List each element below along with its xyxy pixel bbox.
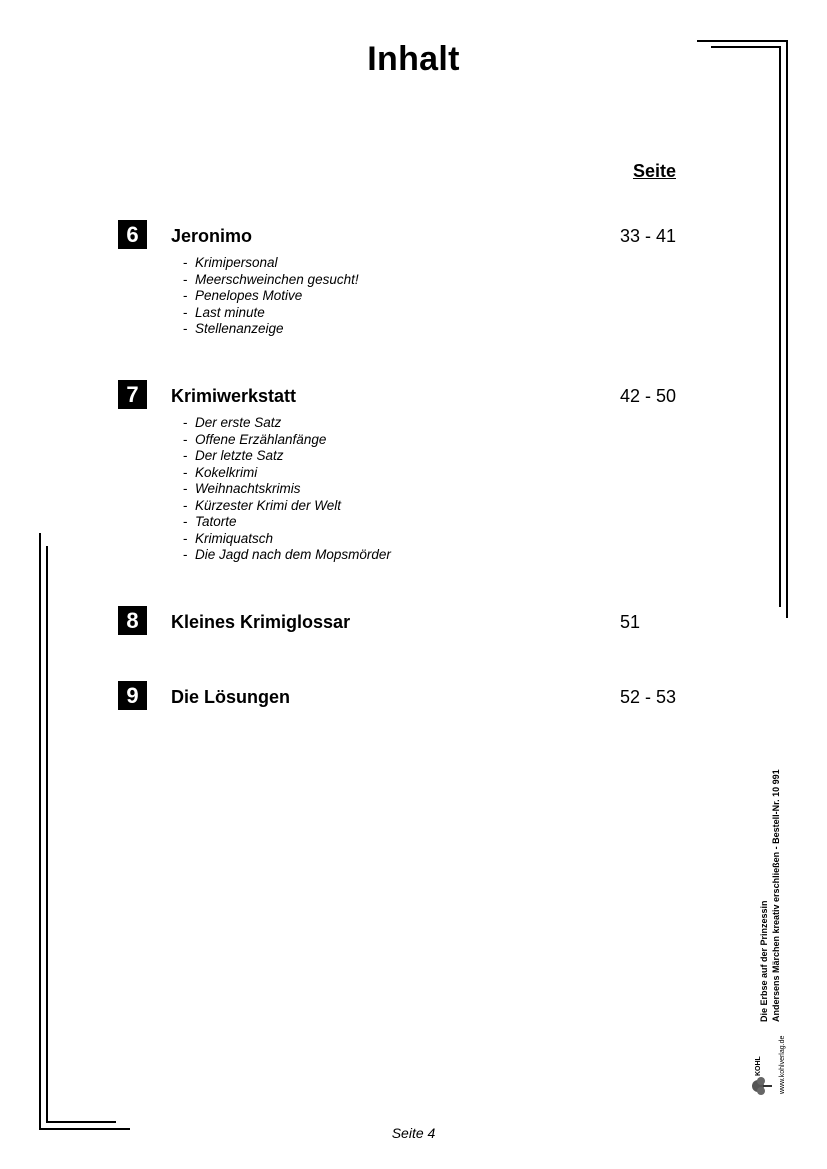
- list-item: - Krimipersonal: [183, 255, 359, 272]
- page-number-footer: Seite 4: [391, 1125, 436, 1141]
- list-item: - Penelopes Motive: [183, 288, 359, 305]
- list-item: - Kokelkrimi: [183, 465, 391, 482]
- publisher-logo: [745, 1036, 793, 1096]
- section-subitems: [183, 415, 391, 564]
- frame-right-vertical-inner: [779, 46, 781, 607]
- section-number-badge: 7: [118, 380, 147, 409]
- section-subitems: [183, 255, 359, 338]
- book-subtitle-order-number: Andersens Märchen kreativ erschließen - Bestell-Nr. 10 991: [771, 769, 781, 1022]
- publisher-name: KOHL: [755, 1056, 762, 1076]
- section-number-badge: 8: [118, 606, 147, 635]
- page-column-header: Seite: [632, 161, 676, 181]
- publisher-url: www.kohlverlag.de: [779, 1035, 786, 1094]
- frame-right-vertical-outer: [786, 40, 788, 618]
- list-item: - Kürzester Krimi der Welt: [183, 498, 391, 515]
- section-page-range: 51: [620, 612, 641, 632]
- list-item: - Weihnachtskrimis: [183, 481, 391, 498]
- section-title: Kleines Krimiglossar: [171, 612, 351, 632]
- list-item: - Krimiquatsch: [183, 531, 391, 548]
- list-item: - Last minute: [183, 305, 359, 322]
- list-item: - Stellenanzeige: [183, 321, 359, 338]
- frame-bottom-left-horizontal-inner: [46, 1121, 116, 1123]
- section-page-range: 52 - 53: [620, 687, 677, 707]
- toc-section-9: [118, 681, 678, 713]
- frame-left-vertical-outer: [39, 533, 41, 1130]
- section-title: Die Lösungen: [171, 687, 291, 707]
- section-title: Jeronimo: [171, 226, 253, 246]
- section-number-badge: 6: [118, 220, 147, 249]
- page-title: Inhalt: [367, 40, 460, 78]
- section-number-badge: 9: [118, 681, 147, 710]
- list-item: - Tatorte: [183, 514, 391, 531]
- toc-section-8: [118, 606, 678, 638]
- list-item: - Der erste Satz: [183, 415, 391, 432]
- tree-logo-icon: [751, 1076, 773, 1096]
- list-item: - Meerschweinchen gesucht!: [183, 272, 359, 289]
- list-item: - Der letzte Satz: [183, 448, 391, 465]
- toc-section-7: [118, 380, 678, 570]
- frame-left-vertical-inner: [46, 546, 48, 1123]
- toc-section-6: [118, 220, 678, 340]
- section-title: Krimiwerkstatt: [171, 386, 297, 406]
- publisher-side-block: [745, 736, 793, 1096]
- section-page-range: 33 - 41: [620, 226, 677, 246]
- book-title: Die Erbse auf der Prinzessin: [759, 900, 769, 1022]
- list-item: - Offene Erzählanfänge: [183, 432, 391, 449]
- list-item: - Die Jagd nach dem Mopsmörder: [183, 547, 391, 564]
- section-page-range: 42 - 50: [620, 386, 677, 406]
